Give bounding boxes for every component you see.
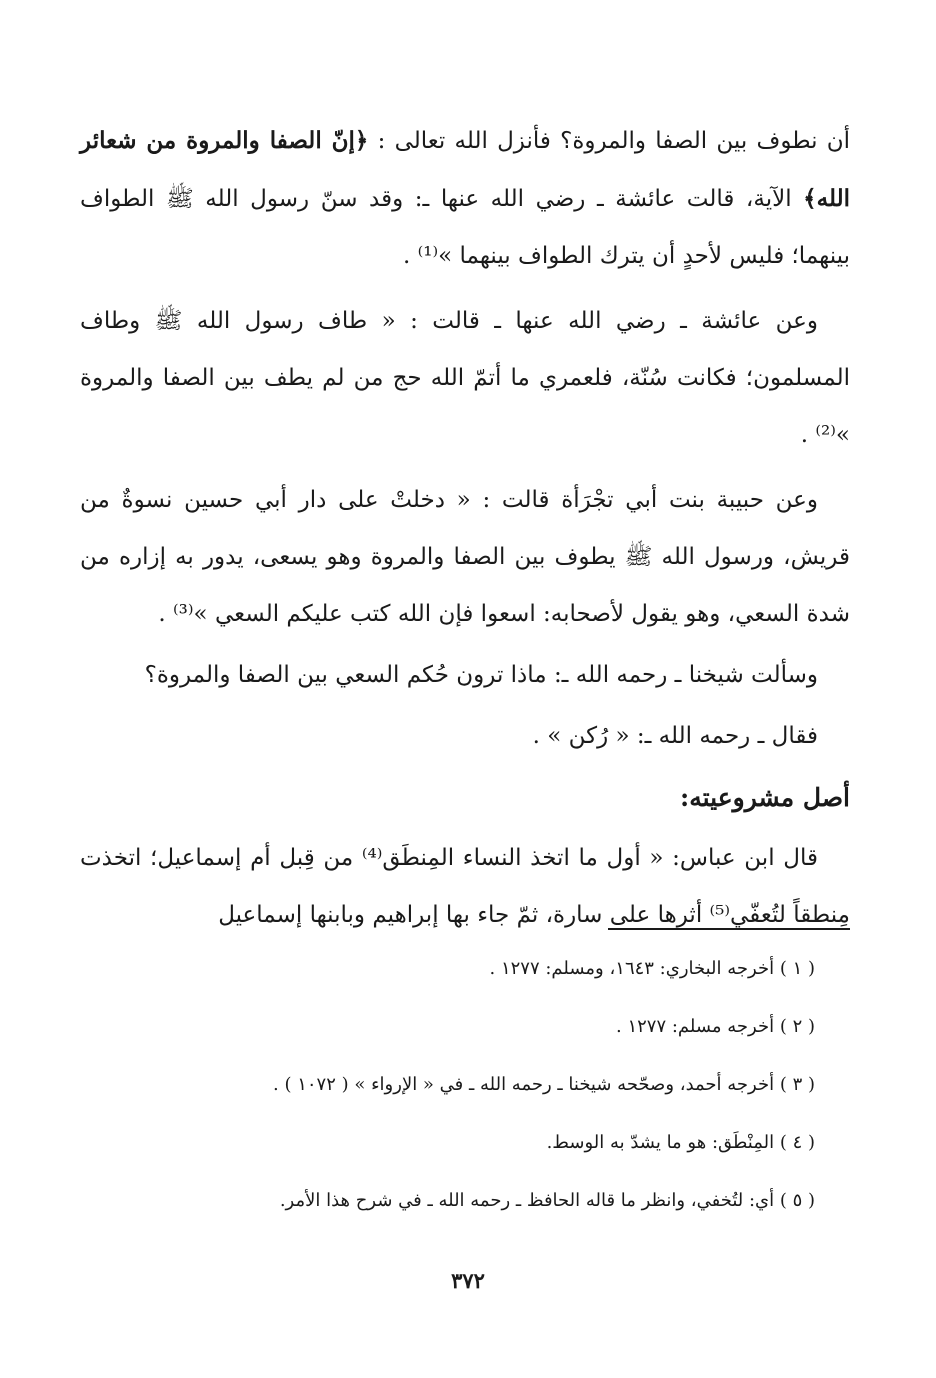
page-number: ٣٧٢ [451,1268,485,1293]
section-heading: أصل مشروعيته: [679,783,850,812]
paragraph-5: فقال ـ رحمه الله ـ: « رُكن » . [532,723,818,749]
paragraph-1 [80,112,850,285]
quran-quote: ﴿إنّ الصفا والمروة من شعائر الله﴾ [80,127,850,212]
footnote-5: ( ٥ ) أي: لتُخفي، وانظر ما قاله الحافظ ـ رحمه الله ـ في شرح هذا الأمر. [279,1190,815,1211]
paragraph-1-end: الآية، قالت عائشة ـ رضي الله عنها ـ: وقد سنّ رسول الله ﷺ الطواف بينهما؛ فليس لأحدٍ أن يترك الطواف بينهما »⁽¹⁾ . [80,186,850,269]
paragraph-1-start: أن نطوف بين الصفا والمروة؟ فأنزل الله تعالى : [368,128,850,154]
footnote-3: ( ٣ ) أخرجه أحمد، وصحّحه شيخنا ـ رحمه الله ـ في « الإرواء » ( ١٠٧٢ ) . [273,1074,815,1095]
footnote-4: ( ٤ ) المِنْطَق: هو ما يشدّ به الوسط. [546,1132,815,1153]
paragraph-3: وعن حبيبة بنت أبي تجْرَأة قالت : « دخلتْ على دار أبي حسين نسوةٌ من قريش، ورسول الله ﷺ يطوف بين الصفا والمروة وهو يسعى، يدور به إزاره من شدة السعي، وهو يقول لأصحابه: اسعوا فإن الله كتب عليكم السعي »⁽³⁾ . [80,487,850,627]
footnote-1: ( ١ ) أخرجه البخاري: ١٦٤٣، ومسلم: ١٢٧٧ . [489,958,815,979]
paragraph-6: قال ابن عباس: « أول ما اتخذ النساء المِنطَق⁽⁴⁾ من قِبل أم إسماعيل؛ اتخذت مِنطقاً لتُعفّي⁽⁵⁾ أثرها على سارة، ثمّ جاء بها إبراهيم وبابنها إسماعيل [80,845,850,928]
footnotes [80,955,815,1245]
paragraph-2: وعن عائشة ـ رضي الله عنها ـ قالت : « طاف رسول الله ﷺ وطاف المسلمون؛ فكانت سُنّة، فلعمري ما أتمّ الله حج من لم يطف بين الصفا والمروة »⁽²⁾ . [80,308,850,448]
paragraph-4: وسألت شيخنا ـ رحمه الله ـ: ماذا ترون حُكم السعي بين الصفا والمروة؟ [144,662,818,688]
footnote-2: ( ٢ ) أخرجه مسلم: ١٢٧٧ . [616,1016,815,1037]
main-text-block [80,112,850,944]
footnote-divider [608,928,850,930]
